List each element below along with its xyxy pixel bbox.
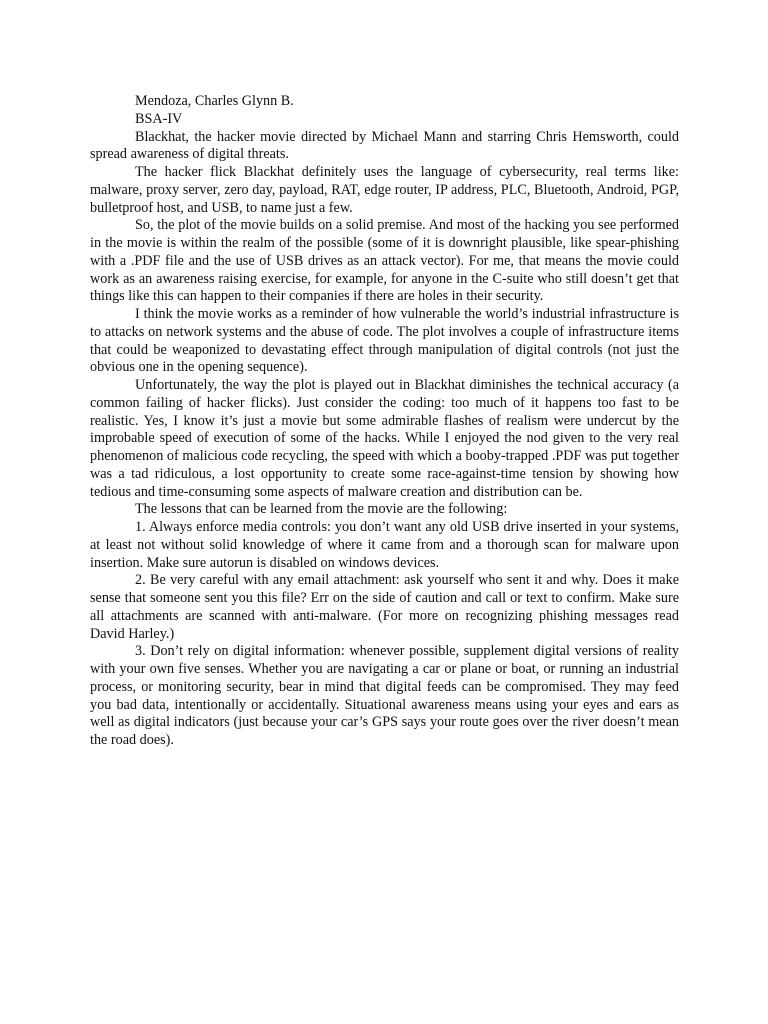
- paragraph-lessons-intro: The lessons that can be learned from the movie are the following:: [135, 501, 508, 518]
- paragraph-premise: So, the plot of the movie builds on a solid premise. And most of the hacking you see performed in the movie is within the realm of the possible (some of it is downright plausible, like spear-phishing with a .PDF file and the use of USB drives as an attack vector). For me, that means the movie could work as an awareness raising exercise, for example, for anyone in the C-suite who still doesn’t get that things like this can happen to their companies if there are holes in their security.: [90, 217, 679, 305]
- document-page: [90, 93, 679, 750]
- lesson-3: 3. Don’t rely on digital information: whenever possible, supplement digital versions of reality with your own five senses. Whether you are navigating a car or plane or boat, or running an industrial process, or monitoring security, bear in mind that digital feeds can be compromised. They may feed you bad data, intentionally or accidentally. Situational awareness means using your eyes and ears as well as digital indicators (just because your car’s GPS says your route goes over the river doesn’t mean the road does).: [90, 643, 679, 748]
- lesson-1: 1. Always enforce media controls: you don’t want any old USB drive inserted in your systems, at least not without solid knowledge of where it came from and a thorough scan for malware upon insertion. Make sure autorun is disabled on windows devices.: [90, 519, 679, 571]
- paragraph-language: The hacker flick Blackhat definitely uses the language of cybersecurity, real terms like: malware, proxy server, zero day, payload, RAT, edge router, IP address, PLC, Bluetooth, Android, PGP, bulletproof host, and USB, to name just a few.: [90, 164, 679, 216]
- paragraph-accuracy: Unfortunately, the way the plot is played out in Blackhat diminishes the technical accuracy (a common failing of hacker flicks). Just consider the coding: too much of it happens too fast to be realistic. Yes, I know it’s just a movie but some admirable flashes of realism were undercut by the improbable speed of execution of some of the hacks. While I enjoyed the nod given to the very real phenomenon of malicious code recycling, the speed with which a booby-trapped .PDF was put together was a tad ridiculous, a lost opportunity to create some race-against-time tension by showing how tedious and time-consuming some aspects of malware creation and distribution can be.: [90, 377, 679, 500]
- paragraph-intro: Blackhat, the hacker movie directed by Michael Mann and starring Chris Hemsworth, could spread awareness of digital threats.: [90, 128, 679, 163]
- lesson-2: 2. Be very careful with any email attachment: ask yourself who sent it and why. Does it make sense that someone sent you this file? Err on the side of caution and call or text to confirm. Make sure all attachments are scanned with anti-malware. (For more on recognizing phishing messages read David Harley.): [90, 572, 679, 642]
- author-name: Mendoza, Charles Glynn B.: [135, 93, 294, 109]
- paragraph-infrastructure: I think the movie works as a reminder of how vulnerable the world’s industrial infrastructure is to attacks on network systems and the abuse of code. The plot involves a couple of infrastructure items that could be weaponized to devastating effect through manipulation of digital controls (not just the obvious one in the opening sequence).: [90, 306, 679, 376]
- course-label: BSA-IV: [135, 110, 183, 127]
